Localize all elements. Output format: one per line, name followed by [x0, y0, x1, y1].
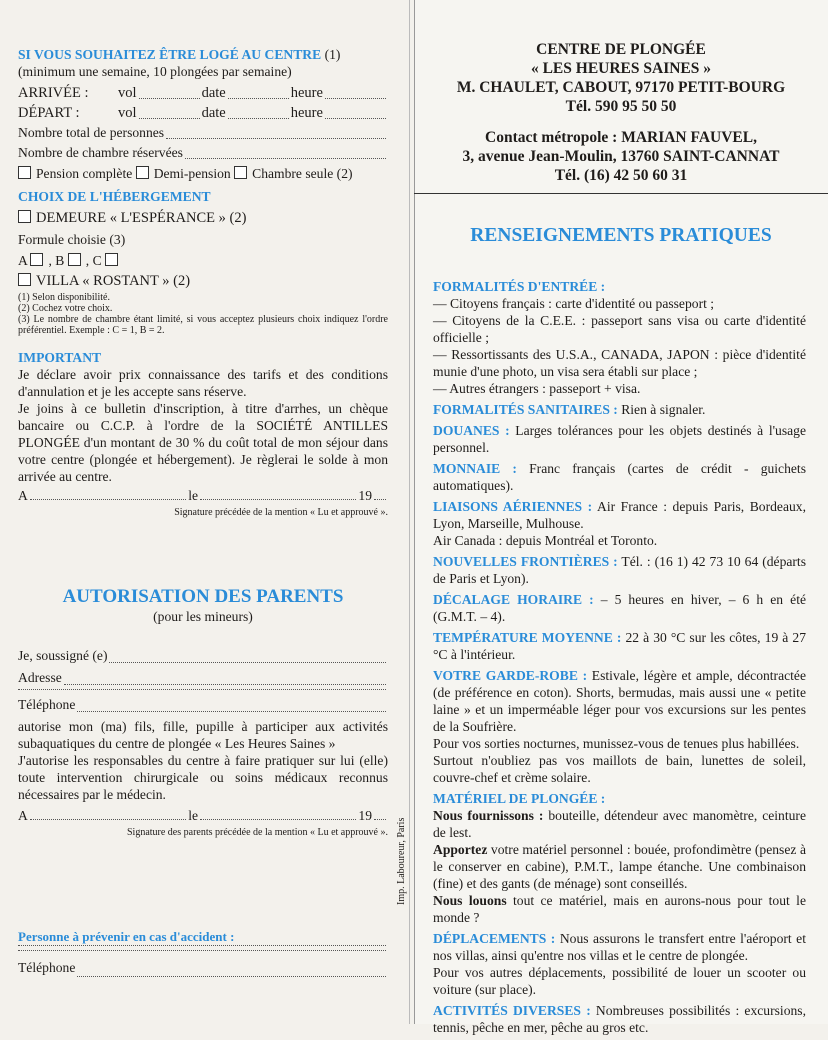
accident-telephone-row [18, 955, 388, 981]
a-checkbox[interactable] [30, 253, 43, 266]
le-label: le [188, 808, 199, 823]
section-label: NOUVELLES FRONTIÈRES : [433, 554, 618, 569]
info-section [433, 930, 806, 998]
section-text: 22 à 30 °C sur les côtes, 19 à 27 °C à l'intérieur. [433, 630, 806, 662]
date-field[interactable] [200, 499, 356, 500]
demeure-checkbox[interactable] [18, 210, 31, 223]
section-label: VOTRE GARDE-ROBE : [433, 668, 588, 683]
section-text: – 5 heures en hiver, – 6 h en été (G.M.T. – 4). [433, 592, 806, 624]
parents-section [18, 586, 388, 838]
total-persons-label: Nombre total de personnes [18, 125, 165, 140]
lodging-form [18, 46, 388, 336]
section-line [433, 807, 806, 841]
info-section [433, 591, 806, 625]
section-line: Pour vos autres déplacements, possibilité de louer un scooter ou voiture (sur place). [433, 965, 806, 997]
section-line: Pour vos sorties nocturnes, munissez-vous de tenues plus habillées. [433, 736, 800, 751]
accident-field-1[interactable] [18, 945, 386, 946]
arrival-label: ARRIVÉE : [18, 85, 89, 101]
year-label: 19 [358, 488, 373, 503]
section-label: MONNAIE : [433, 461, 517, 476]
section-line: Air Canada : depuis Montréal et Toronto. [433, 533, 658, 548]
chambre-seule-label: Chambre seule (2) [252, 166, 353, 181]
adresse-label: Adresse [18, 670, 62, 685]
section-line: — Citoyens français : carte d'identité ou passeport ; [433, 296, 715, 311]
year-label: 19 [358, 808, 373, 823]
important-title: IMPORTANT [18, 350, 102, 365]
section-text: Franc français (cartes de crédit - guichets automatiques). [433, 461, 806, 493]
info-section [433, 667, 806, 786]
accident-telephone-label: Téléphone [18, 960, 76, 975]
center-phone: Tél. 590 95 50 50 [565, 98, 677, 115]
arrival-flight-field[interactable] [139, 98, 200, 99]
section-line: — Ressortissants des U.S.A., CANADA, JAPON : pièce d'identité munie d'une photo, un visa sera établi sur place ; [433, 347, 806, 379]
header-divider [414, 193, 828, 194]
line-lead: Nous fournissons : [433, 808, 544, 823]
vol-label: vol [118, 85, 137, 101]
telephone-field[interactable] [77, 711, 386, 712]
section-label: FORMALITÉS D'ENTRÉE : [433, 279, 606, 294]
lodging-title: SI VOUS SOUHAITEZ ÊTRE LOGÉ AU CENTRE [18, 47, 322, 62]
accident-telephone-field[interactable] [77, 976, 386, 977]
parents-year-field[interactable] [374, 819, 386, 820]
soussigne-row [18, 645, 388, 667]
section-text: Larges tolérances pour les objets destinés à l'usage personnel. [433, 423, 806, 455]
telephone-row [18, 694, 388, 716]
date-label: date [201, 105, 226, 121]
place-label: A [18, 488, 28, 503]
section-line [433, 841, 806, 892]
b-label: , B [48, 253, 65, 268]
line-lead: Apportez [433, 842, 488, 857]
section-text: Estivale, légère et ample, décontractée (de préférence en coton). Shorts, bermudas, mais aussi une « petite laine » et un imperméable léger pour vos excursions sur les pentes de la Soufrière. [433, 668, 806, 734]
section-text: Tél. : (16 1) 42 73 10 64 (départs de Paris et Lyon). [433, 554, 806, 586]
board-options [18, 163, 388, 184]
section-line: — Citoyens de la C.E.E. : passeport sans visa ou carte d'identité officielle ; [433, 313, 806, 345]
year-field[interactable] [374, 499, 386, 500]
center-header [414, 40, 828, 116]
imprint: Imp. Laboureur, Paris [396, 817, 407, 905]
arrival-date-field[interactable] [228, 98, 289, 99]
footnote-3: (3) Le nombre de chambre étant limité, si vous acceptez plusieurs choix indiquez l'ordre préférentiel. Exemple : C = 1, B = 2. [18, 314, 388, 336]
departure-time-field[interactable] [325, 118, 386, 119]
parents-date-field[interactable] [200, 819, 356, 820]
section-label: LIAISONS AÉRIENNES : [433, 499, 593, 514]
practical-info-title: RENSEIGNEMENTS PRATIQUES [470, 225, 772, 246]
parents-signature-note: Signature des parents précédée de la mention « Lu et approuvé ». [126, 827, 388, 838]
parents-title: AUTORISATION DES PARENTS [62, 586, 344, 607]
accident-title: Personne à prévenir en cas d'accident : [18, 929, 235, 944]
date-place-row [18, 487, 388, 504]
telephone-label: Téléphone [18, 697, 76, 712]
departure-label: DÉPART : [18, 105, 80, 121]
line-text: tout ce matériel, mais en aurons-nous pour tout le monde ? [433, 893, 806, 925]
place-field[interactable] [30, 499, 186, 500]
info-section [433, 401, 806, 418]
total-persons-row [18, 123, 388, 143]
contact-name: Contact métropole : MARIAN FAUVEL, [485, 129, 757, 146]
section-text: Nous assurons le transfert entre l'aéroport et nos villas, ainsi qu'entre nos villas et le centre de plongée. [433, 931, 806, 963]
section-line: — Autres étrangers : passeport + visa. [433, 381, 641, 396]
departure-date-field[interactable] [228, 118, 289, 119]
b-checkbox[interactable] [68, 253, 81, 266]
pension-label: Pension complète [36, 166, 133, 181]
signature-note: Signature précédée de la mention « Lu et approuvé ». [174, 507, 388, 518]
section-label: ACTIVITÉS DIVERSES : [433, 1003, 591, 1018]
adresse-row [18, 667, 388, 689]
section-label: FORMALITÉS SANITAIRES : [433, 402, 618, 417]
c-checkbox[interactable] [105, 253, 118, 266]
rooms-field[interactable] [185, 158, 386, 159]
pension-checkbox[interactable] [18, 166, 31, 179]
info-section [433, 278, 806, 397]
section-text: Nombreuses possibilités : excursions, tennis, pêche en mer, pêche au gros etc. [433, 1003, 806, 1035]
contact-block [414, 128, 828, 185]
footnote-1: (1) Selon disponibilité. [18, 292, 110, 303]
section-label: DOUANES : [433, 423, 510, 438]
villa-checkbox[interactable] [18, 273, 31, 286]
place-label: A [18, 808, 28, 823]
parents-subtitle: (pour les mineurs) [153, 609, 253, 624]
section-label: DÉPLACEMENTS : [433, 931, 556, 946]
adresse-field[interactable] [64, 684, 386, 685]
formule-label: Formule choisie (3) [18, 232, 126, 247]
parents-date-row [18, 807, 388, 824]
c-label: , C [85, 253, 102, 268]
a-label: A [18, 253, 28, 268]
demi-pension-checkbox[interactable] [136, 166, 149, 179]
practical-info-sections [433, 278, 806, 1040]
choice-title: CHOIX DE L'HÉBERGEMENT [18, 189, 211, 204]
section-line: Surtout n'oubliez pas vos maillots de bain, lunettes de soleil, couvre-chef et crème solaire. [433, 753, 806, 785]
rooms-row [18, 143, 388, 163]
authorization-text: autorise mon (ma) fils, fille, pupille à participer aux activités subaquatiques du centre de plongée « Les Heures Saines » [18, 719, 388, 751]
total-persons-field[interactable] [166, 138, 386, 139]
parents-place-field[interactable] [30, 819, 186, 820]
villa-label: VILLA « ROSTANT » (2) [36, 273, 191, 289]
section-line [433, 892, 806, 926]
rooms-label: Nombre de chambre réservées [18, 145, 183, 160]
info-section [433, 498, 806, 549]
line-lead: Nous louons [433, 893, 507, 908]
demi-pension-label: Demi-pension [153, 166, 231, 181]
info-section [433, 422, 806, 456]
center-subname: « LES HEURES SAINES » [530, 60, 712, 77]
section-label: DÉCALAGE HORAIRE : [433, 592, 594, 607]
accident-section [18, 928, 388, 981]
info-section [433, 460, 806, 494]
contact-phone: Tél. (16) 42 50 60 31 [554, 167, 688, 184]
line-text: votre matériel personnel : bouée, profondimètre (pensez à le conserver en cabine), P.M.T., lampe étanche. Une combinaison (fine) et des gants (de ménage) sont conseillés. [433, 842, 806, 891]
lodging-note: (1) [324, 47, 341, 62]
deposit-text: Je joins à ce bulletin d'inscription, à titre d'arrhes, un chèque bancaire ou C.C.P. à l'ordre de la SOCIÉTÉ ANTILLES PLONGÉE d'un montant de 30 % du coût total de mon séjour dans votre centre (plongée et hébergement). Je règlerai le solde à mon arrivée au centre. [18, 401, 388, 484]
departure-flight-field[interactable] [139, 118, 200, 119]
vol-label: vol [118, 105, 137, 121]
section-label: TEMPÉRATURE MOYENNE : [433, 630, 622, 645]
info-section [433, 553, 806, 587]
center-name: CENTRE DE PLONGÉE [536, 41, 706, 58]
departure-row [18, 103, 388, 123]
arrival-row [18, 83, 388, 103]
chambre-seule-checkbox[interactable] [234, 166, 247, 179]
contact-address: 3, avenue Jean-Moulin, 13760 SAINT-CANNAT [462, 148, 780, 165]
heure-label: heure [290, 105, 323, 121]
medical-authorization-text: J'autorise les responsables du centre à faire pratiquer sur lui (elle) toute intervention chirurgicale ou soins médicaux reconnus nécessaires par le médecin. [18, 753, 388, 802]
heure-label: heure [290, 85, 323, 101]
line-text: bouteille, détendeur avec manomètre, ceinture de lest. [433, 808, 806, 840]
accident-field-2[interactable] [18, 950, 386, 951]
section-text: Air France : depuis Paris, Bordeaux, Lyon, Marseille, Mulhouse. [433, 499, 806, 531]
soussigne-label: Je, soussigné (e) [18, 648, 108, 663]
info-section [433, 629, 806, 663]
center-address: M. CHAULET, CABOUT, 97170 PETIT-BOURG [456, 79, 786, 96]
section-label: MATÉRIEL DE PLONGÉE : [433, 791, 606, 806]
adresse-field-2[interactable] [18, 689, 386, 690]
footnote-2: (2) Cochez votre choix. [18, 303, 113, 314]
arrival-time-field[interactable] [325, 98, 386, 99]
lodging-subtitle: (minimum une semaine, 10 plongées par semaine) [18, 64, 292, 79]
info-section [433, 1002, 806, 1036]
demeure-label: DEMEURE « L'ESPÉRANCE » (2) [36, 210, 247, 226]
le-label: le [188, 488, 199, 503]
section-text: Rien à signaler. [621, 402, 706, 417]
important-text: Je déclare avoir prix connaissance des tarifs et des conditions d'annulation et je les accepte sans réserve. [18, 367, 388, 399]
info-section [433, 790, 806, 926]
important-section [18, 349, 388, 518]
date-label: date [201, 85, 226, 101]
soussigne-field[interactable] [109, 662, 386, 663]
